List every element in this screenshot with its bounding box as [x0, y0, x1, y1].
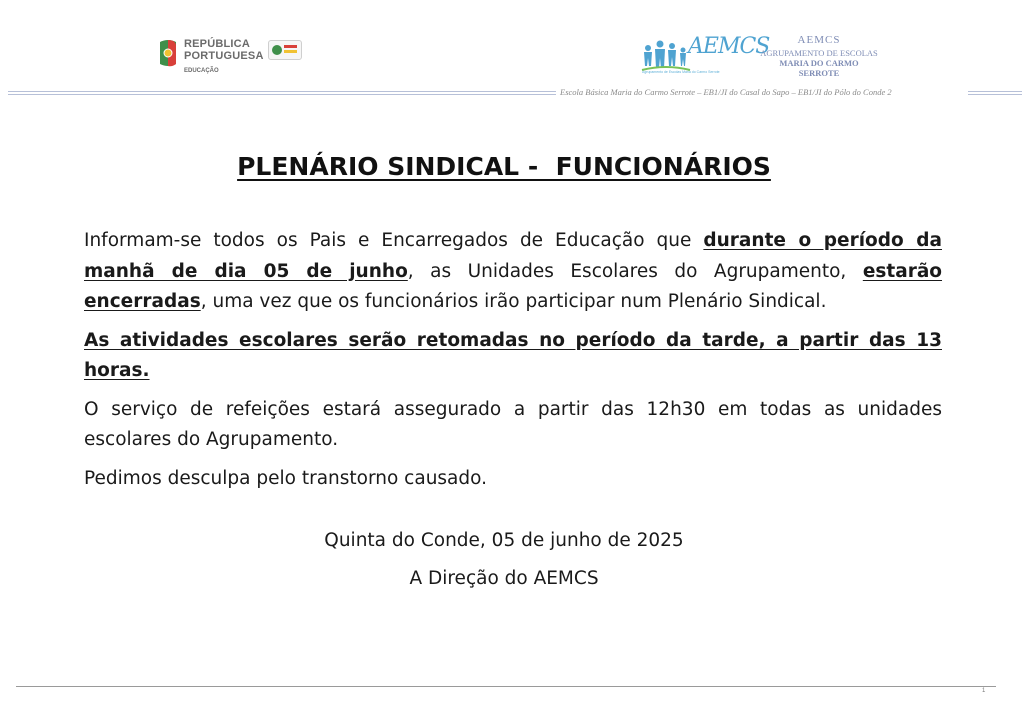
p4-text: Pedimos desculpa pelo transtorno causado. — [84, 467, 488, 489]
signature-author: A Direção do AEMCS — [409, 568, 599, 589]
p1-text-a: Informam-se todos os Pais e Encarregados de Educação que — [84, 230, 704, 251]
p3-text: O serviço de refeições estará assegurado a partir das 12h30 em todas as unidades escolares do Agrupamento. — [84, 398, 942, 450]
aemcs-textblock — [754, 34, 884, 78]
p1-text-c: , uma vez que os funcionários irão participar num Plenário Sindical. — [200, 291, 827, 312]
p1-text-b: , as Unidades Escolares do Agrupamento, — [407, 260, 863, 282]
p2-text: As atividades escolares serão retomadas no período da tarde, a partir das 13 horas. — [84, 329, 942, 381]
aemcs-subtitle: AGRUPAMENTO DE ESCOLAS — [760, 48, 878, 58]
page-title: PLENÁRIO SINDICAL - FUNCIONÁRIOS — [237, 152, 771, 181]
aemcs-logo — [640, 34, 770, 78]
aemcs-name-line2: SERROTE — [798, 68, 840, 78]
p1-emphasis-period: durante o período da manhã de dia 05 de junho — [84, 230, 942, 282]
aemcs-title: AEMCS — [797, 34, 841, 46]
footer-rule — [16, 686, 996, 687]
paragraph-1 — [84, 226, 942, 318]
paragraph-2 — [84, 326, 942, 387]
p1-emphasis-closed: estarão encerradas — [84, 260, 943, 312]
republica-line1: REPÚBLICA — [184, 38, 250, 50]
republica-sub: EDUCAÇÃO — [184, 68, 219, 74]
page-number: 1 — [982, 688, 986, 694]
aemcs-tagline: Agrupamento de Escolas Maria do Carmo Serrote — [642, 70, 720, 74]
republica-line2: PORTUGUESA — [184, 50, 264, 62]
people-figures-icon — [640, 36, 692, 74]
place-date: Quinta do Conde, 05 de junho de 2025 — [324, 530, 684, 551]
header-rule-right — [968, 91, 1022, 95]
notice-body — [84, 226, 942, 502]
paragraph-4 — [84, 464, 942, 495]
header-rule-left — [8, 91, 556, 95]
aemcs-script: AEMCS — [688, 34, 770, 59]
paragraph-3 — [84, 395, 942, 456]
badge-icon — [268, 40, 302, 60]
republica-portuguesa-logo — [156, 36, 306, 82]
republica-text — [184, 38, 264, 62]
schools-line: Escola Básica Maria do Carmo Serrote – EB1/JI do Casal do Sapo – EB1/JI do Pólo do Conde 2 — [560, 87, 892, 97]
flag-emblem-icon — [156, 38, 180, 68]
aemcs-name-line1: MARIA DO CARMO — [779, 58, 859, 68]
